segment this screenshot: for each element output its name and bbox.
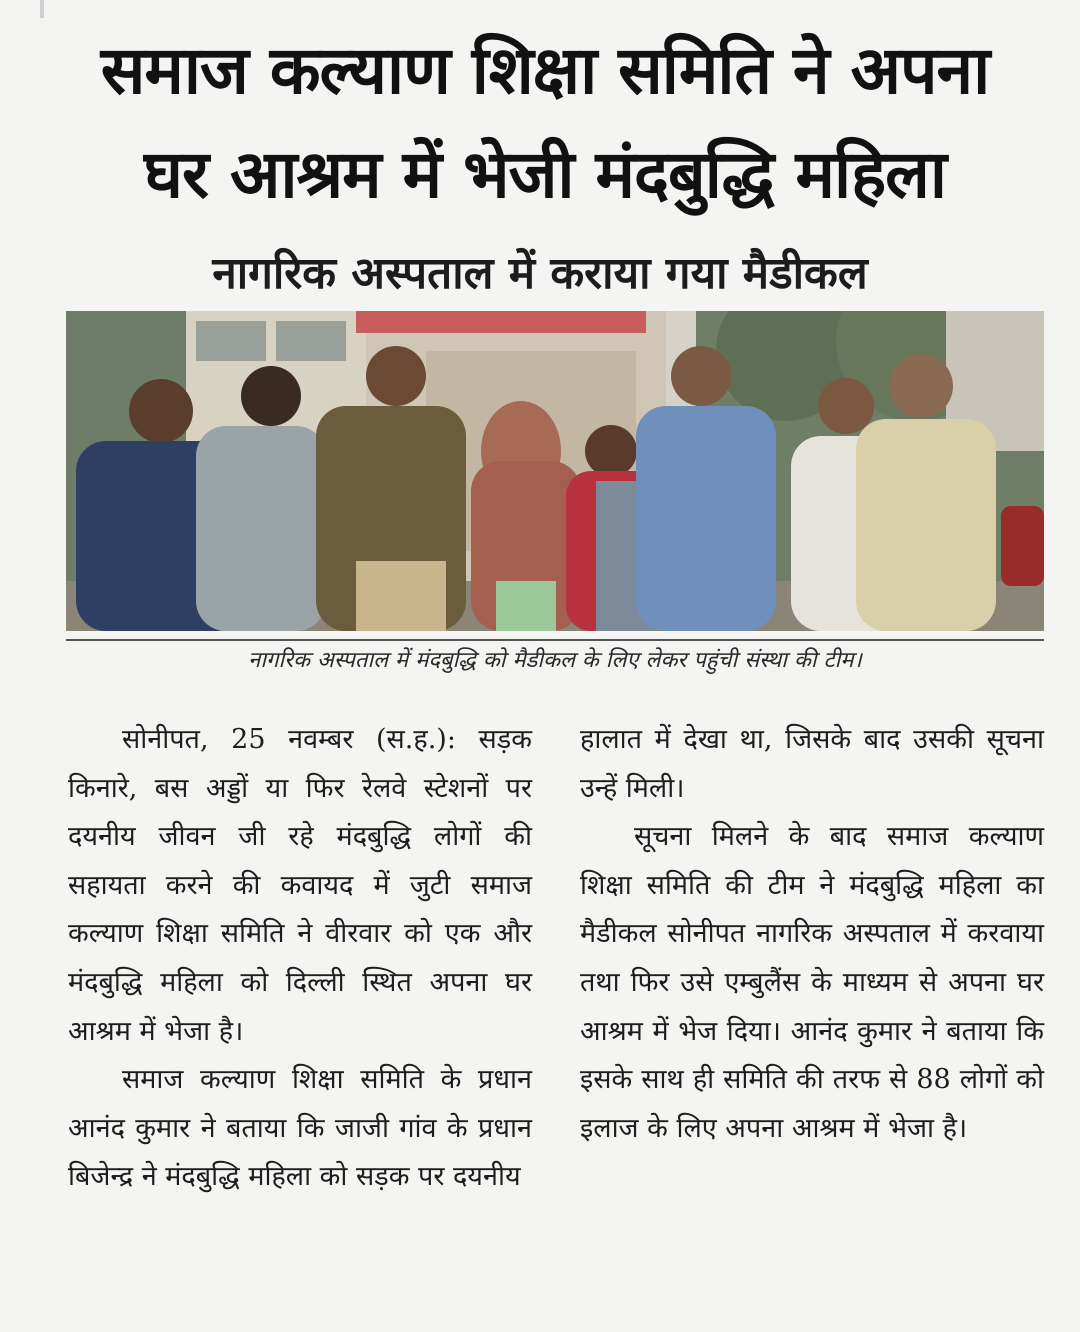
headline-line-1: समाज कल्याण शिक्षा समिति ने अपना (100, 32, 990, 109)
page-edge-mark (40, 0, 44, 18)
article-paragraph: सूचना मिलने के बाद समाज कल्याण शिक्षा समिति की टीम ने मंदबुद्धि महिला का मैडीकल सोनीपत नागरिक अस्पताल में करवाया तथा फिर उसे एम्बुलैंस के माध्यम से अपना घर आश्रम में भेज दिया। आनंद कुमार ने बताया कि इसके साथ ही समिति की तरफ से 88 लोगों को इलाज के लिए अपना आश्रम में भेजा है। (580, 821, 1044, 1144)
subheadline: नागरिक अस्पताल में कराया गया मैडीकल (212, 248, 868, 299)
article-paragraph: सोनीपत, 25 नवम्बर (स.ह.): सड़क किनारे, बस अड्डों या फिर रेलवे स्टेशनों पर दयनीय जीवन जी रहे मंदबुद्धि लोगों की सहायता करने की कवायद में जुटी समाज कल्याण शिक्षा समिति ने वीरवार को एक और मंदबुद्धि महिला को दिल्ली स्थित अपना घर आश्रम में भेजा है। (68, 724, 532, 1047)
photo-caption: नागरिक अस्पताल में मंदबुद्धि को मैडीकल के लिए लेकर पहुंची संस्था की टीम। (248, 648, 862, 673)
article-column-right (580, 716, 1044, 1153)
article-paragraph: समाज कल्याण शिक्षा समिति के प्रधान आनंद कुमार ने बताया कि जाजी गांव के प्रधान बिजेन्द्र ने मंदबुद्धि महिला को सड़क पर दयनीय (68, 1064, 532, 1193)
news-photo (66, 311, 1044, 631)
group-photo-illustration (66, 311, 1044, 631)
headline-line-2: घर आश्रम में भेजी मंदबुद्धि महिला (144, 136, 946, 213)
article-column-left (68, 716, 532, 1202)
caption-divider (66, 639, 1044, 641)
article-paragraph-continuation: हालात में देखा था, जिसके बाद उसकी सूचना उन्हें मिली। (580, 724, 1044, 804)
